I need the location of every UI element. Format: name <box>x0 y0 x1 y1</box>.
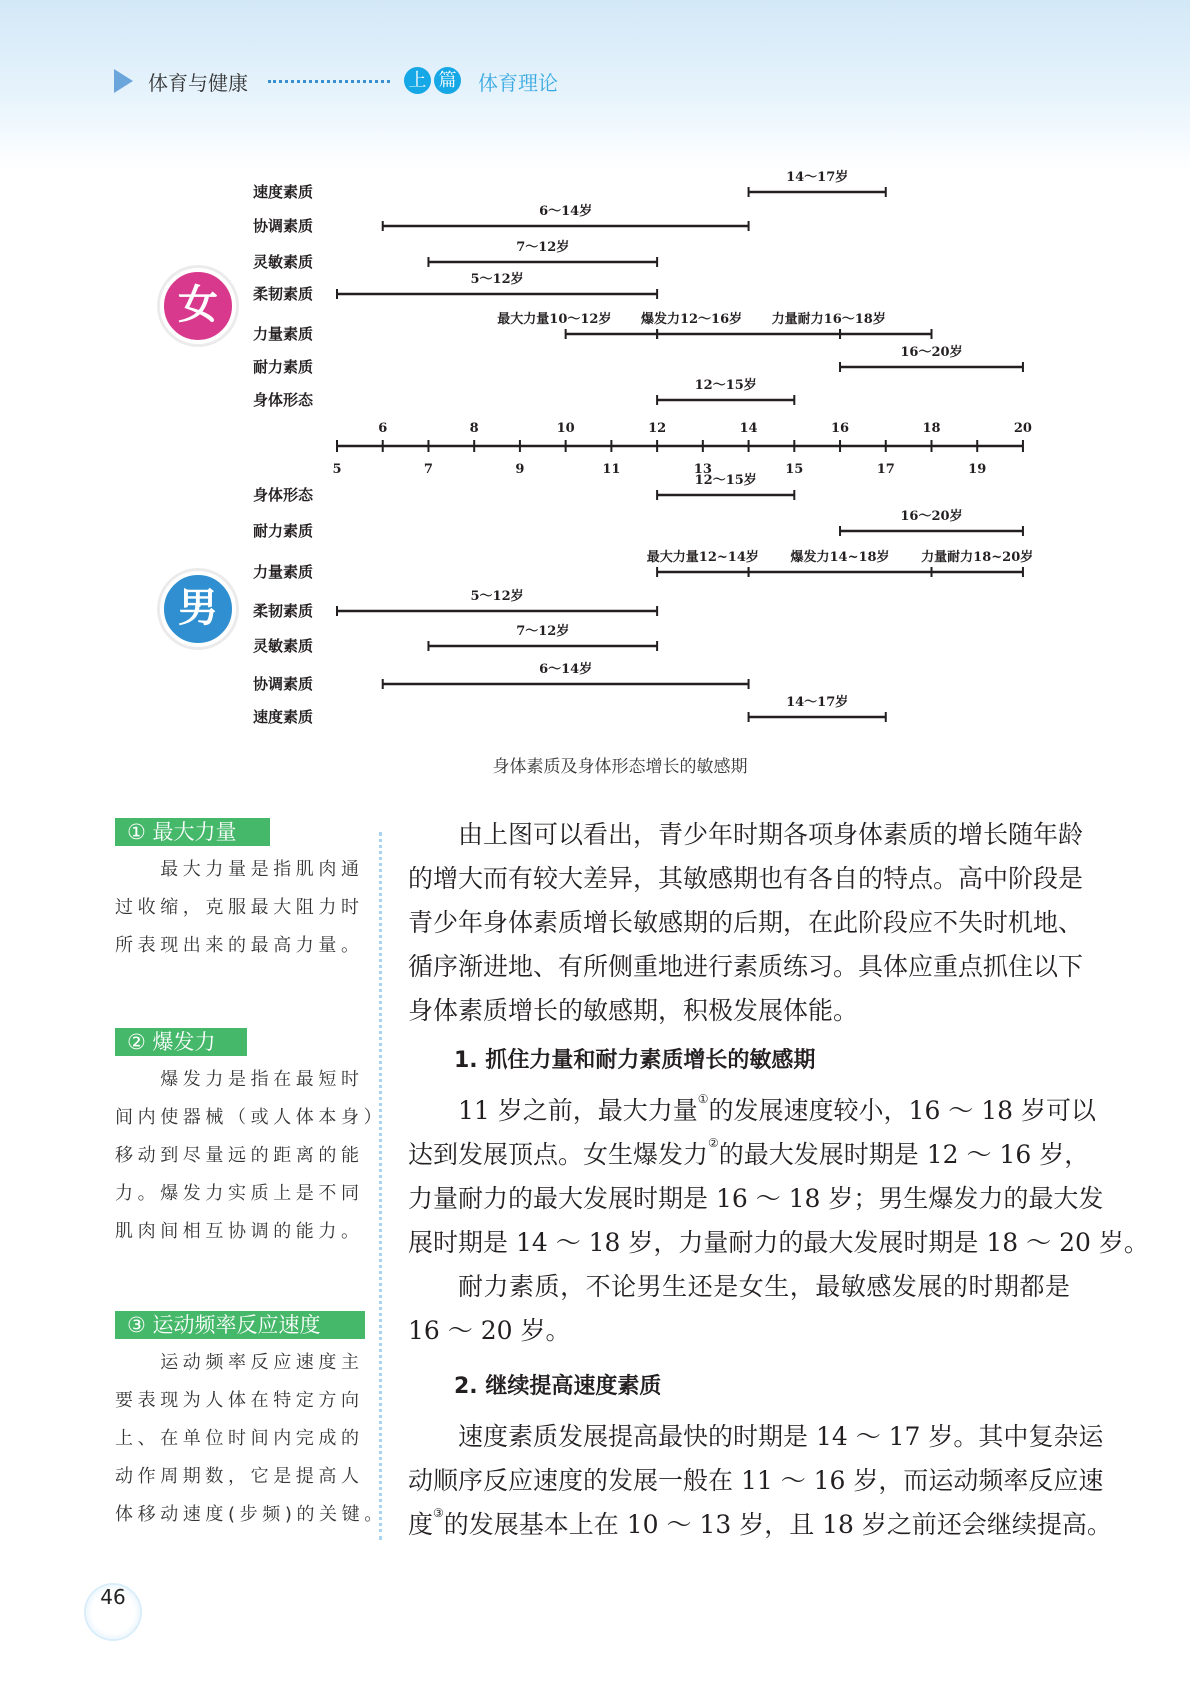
text-line: 速度素质发展提高最快的时期是 14 ～ 17 岁。其中复杂运 <box>458 1422 1104 1451</box>
part-badge-1: 上 <box>404 67 431 94</box>
note-body <box>115 851 364 965</box>
range-label: 16～20岁 <box>900 345 963 360</box>
chart-caption: 身体素质及身体形态增长的敏感期 <box>492 757 748 777</box>
text-line: 循序渐进地、有所侧重地进行素质练习。具体应重点抓住以下 <box>408 952 1084 981</box>
range-label: 最大力量10～12岁 <box>497 312 612 327</box>
axis-tick-label: 16 <box>830 421 850 436</box>
note-line: 爆发力是指在最短时 <box>115 1069 364 1090</box>
axis-tick-label: 13 <box>693 462 712 477</box>
heading-speed: 2. 继续提高速度素质 <box>454 1374 662 1399</box>
note-line: 力。爆发力实质上是不同 <box>115 1183 364 1204</box>
row-label: 力量素质 <box>253 563 314 581</box>
note-line: 最大力量是指肌肉通 <box>115 859 364 880</box>
note-label: ① 最大力量 <box>115 818 270 846</box>
text-line: 耐力素质，不论男生还是女生，最敏感发展的时期都是 <box>458 1272 1070 1301</box>
text-line: 度③的发展基本上在 10 ～ 13 岁，且 18 岁之前还会继续提高。 <box>408 1506 1112 1539</box>
axis-tick-label: 5 <box>332 462 342 477</box>
row-label: 协调素质 <box>253 675 314 693</box>
text-line: 动顺序反应速度的发展一般在 11 ～ 16 岁，而运动频率反应速 <box>408 1466 1104 1495</box>
male-badge: 男 <box>160 571 236 647</box>
text-line: 达到发展顶点。女生爆发力②的最大发展时期是 12 ～ 16 岁， <box>408 1136 1090 1169</box>
range-label: 12～15岁 <box>694 378 757 393</box>
text-line: 展时期是 14 ～ 18 岁，力量耐力的最大发展时期是 18 ～ 20 岁。 <box>408 1228 1149 1257</box>
main-text <box>408 813 1149 1547</box>
axis-tick-label: 9 <box>515 462 525 477</box>
row-label: 力量素质 <box>253 325 314 343</box>
range-label: 爆发力14~18岁 <box>790 550 890 565</box>
axis-tick-label: 17 <box>876 462 895 477</box>
range-label: 爆发力12～16岁 <box>640 312 743 327</box>
paragraph-intro <box>408 813 1084 1033</box>
row-label: 身体形态 <box>253 486 314 504</box>
range-label: 16～20岁 <box>900 509 963 524</box>
note-label: ③ 运动频率反应速度 <box>115 1311 365 1339</box>
note-label: ② 爆发力 <box>115 1028 247 1056</box>
paragraph-speed <box>408 1415 1112 1547</box>
range-label: 14～17岁 <box>786 170 849 185</box>
axis-tick-label: 10 <box>556 421 575 436</box>
note-line: 移动到尽量远的距离的能 <box>115 1145 364 1166</box>
range-label: 5～12岁 <box>470 589 524 604</box>
range-label: 7～12岁 <box>516 624 570 639</box>
text-line: 由上图可以看出，青少年时期各项身体素质的增长随年龄 <box>458 820 1084 849</box>
note-line: 要表现为人体在特定方向 <box>115 1390 364 1411</box>
book-title: 体育与健康 <box>148 71 248 95</box>
axis-tick-label: 14 <box>739 421 758 436</box>
axis-tick-label: 20 <box>1013 421 1032 436</box>
range-label: 7～12岁 <box>516 240 570 255</box>
note-line: 肌肉间相互协调的能力。 <box>115 1221 364 1242</box>
section-title: 体育理论 <box>478 71 558 95</box>
text-line: 16 ～ 20 岁。 <box>408 1316 571 1345</box>
axis-tick-label: 8 <box>469 421 479 436</box>
note-line: 所表现出来的最高力量。 <box>115 935 364 956</box>
sidebar-divider <box>379 832 382 1540</box>
axis-tick-label: 18 <box>922 421 941 436</box>
row-label: 耐力素质 <box>253 522 314 540</box>
text-line: 11 岁之前，最大力量①的发展速度较小，16 ～ 18 岁可以 <box>458 1092 1096 1125</box>
paragraph-endurance <box>408 1265 1070 1353</box>
row-label: 速度素质 <box>253 183 314 201</box>
text-line: 的增大而有较大差异，其敏感期也有各自的特点。高中阶段是 <box>408 864 1084 893</box>
text-line: 力量耐力的最大发展时期是 16 ～ 18 岁；男生爆发力的最大发 <box>408 1184 1104 1213</box>
text-line: 青少年身体素质增长敏感期的后期，在此阶段应不失时机地、 <box>408 908 1084 937</box>
range-label: 力量耐力18~20岁 <box>921 550 1034 565</box>
text-line: 身体素质增长的敏感期，积极发展体能。 <box>408 996 859 1025</box>
page-number: 46 <box>86 1585 140 1639</box>
axis-tick-label: 19 <box>968 462 987 477</box>
range-label: 力量耐力16～18岁 <box>771 312 886 327</box>
note-line: 上、在单位时间内完成的 <box>115 1428 364 1449</box>
axis-tick-label: 12 <box>648 421 667 436</box>
note-line: 间内使器械（或人体本身） <box>115 1107 387 1128</box>
range-label: 12～15岁 <box>694 473 757 488</box>
note-line: 动作周期数，它是提高人 <box>115 1466 364 1487</box>
note-line: 体移动速度(步频)的关键。 <box>115 1504 387 1525</box>
row-label: 身体形态 <box>253 391 314 409</box>
axis-tick-label: 7 <box>423 462 433 477</box>
female-badge: 女 <box>160 268 236 344</box>
row-label: 速度素质 <box>253 708 314 726</box>
note-body <box>115 1061 387 1251</box>
axis-tick-label: 6 <box>378 421 388 436</box>
paragraph-strength <box>408 1089 1149 1265</box>
note-line: 运动频率反应速度主 <box>115 1352 364 1373</box>
axis-tick-label: 11 <box>602 462 621 477</box>
heading-strength-endurance: 1. 抓住力量和耐力素质增长的敏感期 <box>454 1048 816 1073</box>
sensitive-period-chart <box>0 0 1190 760</box>
range-label: 6～14岁 <box>539 204 593 219</box>
range-label: 5～12岁 <box>470 272 524 287</box>
row-label: 柔韧素质 <box>253 285 314 303</box>
row-label: 灵敏素质 <box>253 253 314 271</box>
row-label: 协调素质 <box>253 217 314 235</box>
range-label: 最大力量12~14岁 <box>646 550 759 565</box>
row-label: 灵敏素质 <box>253 637 314 655</box>
note-line: 过收缩，克服最大阻力时 <box>115 897 364 918</box>
note-body <box>115 1344 387 1534</box>
row-label: 耐力素质 <box>253 358 314 376</box>
row-label: 柔韧素质 <box>253 602 314 620</box>
range-label: 6～14岁 <box>539 662 593 677</box>
range-label: 14～17岁 <box>786 695 849 710</box>
axis-tick-label: 15 <box>785 462 804 477</box>
part-badge-2: 篇 <box>434 67 461 94</box>
